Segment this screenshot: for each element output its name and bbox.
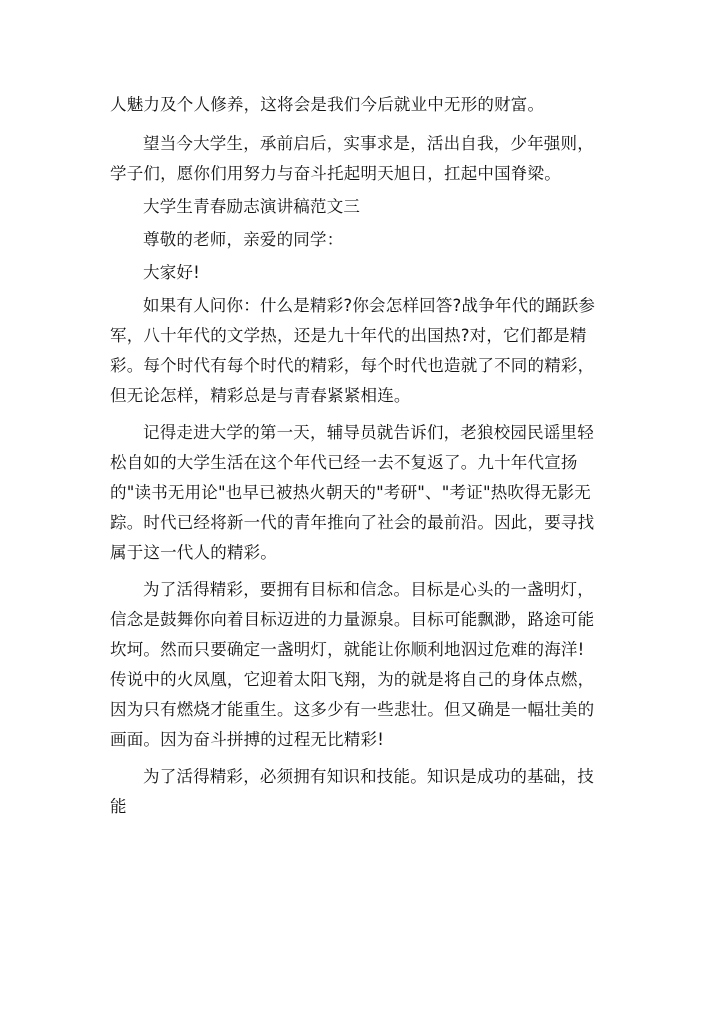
section-heading: 大学生青春励志演讲稿范文三 [143, 197, 361, 216]
salutation: 尊敬的老师，亲爱的同学： [143, 230, 344, 249]
document-body [110, 90, 600, 822]
paragraph-5: 为了活得精彩，要拥有目标和信念。目标是心头的一盏明灯，信念是鼓舞你向着目标迈进的力量源泉。目标可能飘渺，路途可能坎坷。然而只要确定一盏明灯，就能让你顺利地泅过危难的海洋!传说中的火凤凰，它迎着太阳飞翔，为的就是将自己的身体点燃，因为只有燃烧才能重生。这多少有一些悲壮。但又确是一幅壮美的画面。因为奋斗拼搏的过程无比精彩! [110, 580, 595, 749]
paragraph-4: 记得走进大学的第一天，辅导员就告诉们，老狼校园民谣里轻松自如的大学生活在这个年代已经一去不复返了。九十年代宣扬的"读书无用论"也早已被热火朝天的"考研"、"考证"热吹得无影无踪。时代已经将新一代的青年推向了社会的最前沿。因此，要寻找属于这一代人的精彩。 [110, 423, 595, 562]
paragraph-3: 如果有人问你：什么是精彩?你会怎样回答?战争年代的踊跃参军，八十年代的文学热，还是九十年代的出国热?对，它们都是精彩。每个时代有每个时代的精彩，每个时代也造就了不同的精彩，但无论怎样，精彩总是与青春紧紧相连。 [110, 296, 596, 405]
paragraph-1: 人魅力及个人修养，这将会是我们今后就业中无形的财富。 [110, 95, 545, 114]
paragraph-6: 为了活得精彩，必须拥有知识和技能。知识是成功的基础，技能 [110, 767, 594, 816]
paragraph-2: 望当今大学生，承前启后，实事求是，活出自我，少年强则，学子们，愿你们用努力与奋斗托起明天旭日，扛起中国脊梁。 [110, 134, 594, 183]
greeting: 大家好! [143, 263, 200, 282]
